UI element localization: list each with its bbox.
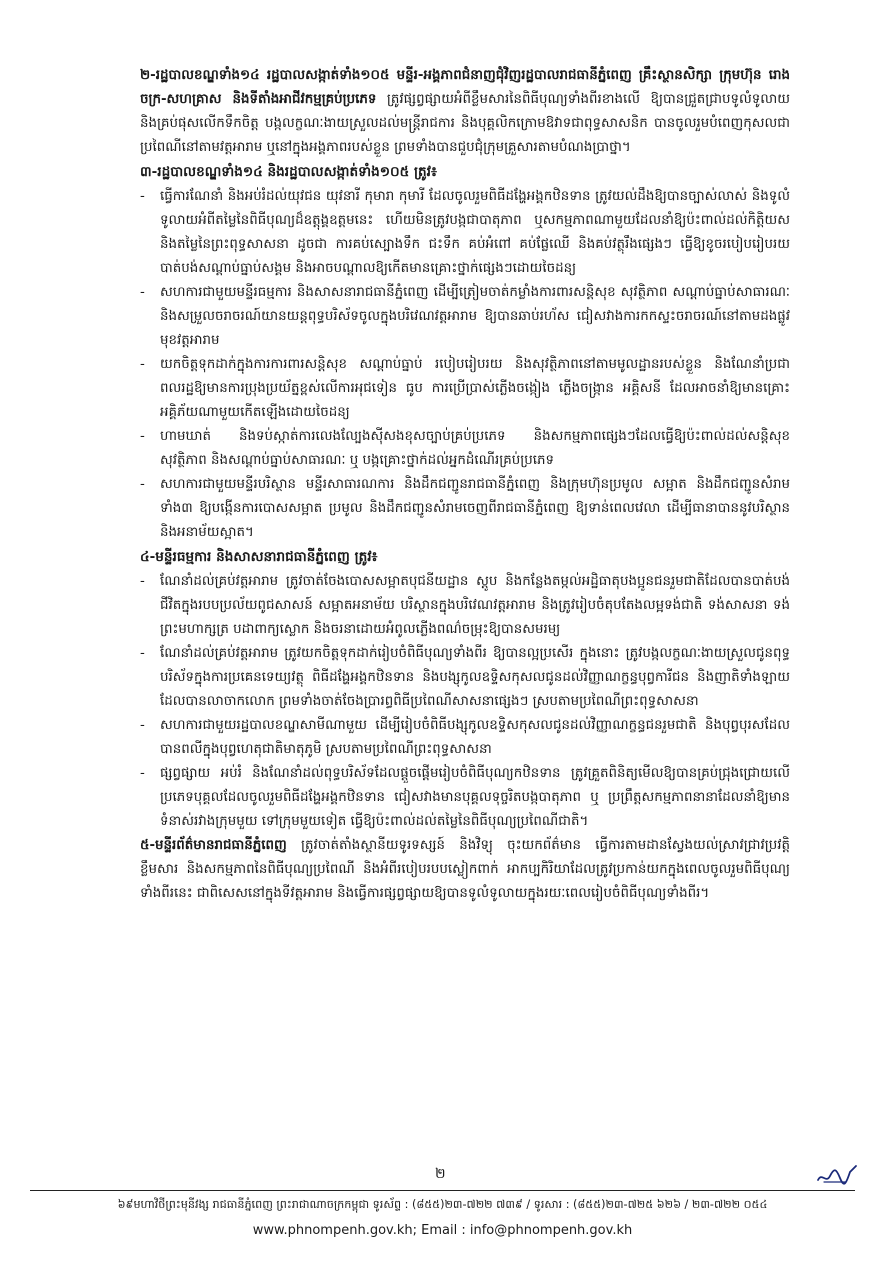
dash-bullet: - bbox=[140, 429, 145, 444]
document-body bbox=[140, 64, 790, 906]
item-text: ផ្សព្វផ្សាយ អប់រំ និងណែនាំដល់ពុទ្ធបរិស័ទដែលផ្តួចផ្តើមរៀបចំពិធីបុណ្យកឋិនទាន ត្រូវគ្រួតពិនិត្យមើលឱ្យបានគ្រប់ជ្រុងជ្រោយលើប្រភេទបុគ្គលដែលចូលរួមពិធីដង្ហែអង្គកឋិនទាន ជៀសវាងមានបុគ្គលទុច្ចរិតបង្កបាតុភាព ឬ ប្រព្រឹត្តសកម្មភាពនានាដែលនាំឱ្យមានទំនាស់រវាងក្រុមមួយ ទៅក្រុមមួយទៀត ធ្វើឱ្យប៉ះពាល់ដល់តម្លៃនៃពិធីបុណ្យប្រពៃណីជាតិ។ bbox=[160, 766, 790, 829]
section-4-item-4 bbox=[140, 762, 790, 834]
section-3-item-1 bbox=[140, 185, 790, 281]
footer-divider bbox=[30, 1190, 855, 1191]
section-4-item-1 bbox=[140, 570, 790, 642]
item-text: ណែនាំដល់គ្រប់វត្តអារាម ត្រូវចាត់ចែងបោសសម្អាតបុជនីយដ្ឋាន ស្តូប និងកន្លែងតម្កល់អដ្ឋិធាតុបងប្អូនជនរួមជាតិដែលបានបាត់បង់ជីវិតក្នុងរបបប្រល័យពូជសាសន៍ សម្អាតអនាម័យ បរិស្ថានក្នុងបរិវេណវត្តអារាម និងត្រូវរៀបចំតុបតែងលម្អទង់ជាតិ ទង់សាសនា ទង់ព្រះមហាក្សត្រ បដាពាក្យស្លោក និងចរនាដោយអំពូលភ្លើងពណ៌ចម្រុះឱ្យបានសមរម្យ bbox=[160, 574, 790, 637]
item-text: យកចិត្តទុកដាក់ក្នុងការការពារសន្តិសុខ សណ្តាប់ធ្នាប់ របៀបរៀបរយ និងសុវត្ថិភាពនៅតាមមូលដ្ឋានរបស់ខ្លួន និងណែនាំប្រជាពលរដ្ឋឱ្យមានការប្រុងប្រយ័ត្នខ្ពស់លើការអុជទៀន ធូប ការប្រើប្រាស់ភ្លើងចង្កៀង ភ្លើងចង្ក្រាន អគ្គិសនី ដែលអាចនាំឱ្យមានគ្រោះអគ្គិភ័យណាមួយកើតឡើងដោយចៃដន្យ bbox=[160, 357, 790, 420]
page-number: ២ bbox=[435, 1166, 446, 1182]
section-2-text: ត្រូវផ្សព្វផ្សាយអំពីខ្លឹមសារនៃពិធីបុណ្យទាំងពីរខាងលើ ឱ្យបានជ្រួតជ្រាបទូលំទូលាយ និងគ្រប់ផុសលើកទឹកចិត្ត បង្កលក្ខណៈងាយស្រួលដល់មន្ត្រីរាជការ និងបុគ្គលិកក្រោមឱវាទជាពុទ្ធសាសនិក បានចូលរួមបំពេញកុសលជាប្រពៃណីនៅតាមវត្តអារាម ឬនៅក្នុងអង្គភាពរបស់ខ្លួន ព្រមទាំងបានជួបជុំក្រុមគ្រួសារតាមបំណងប្រាថ្នា។ bbox=[140, 92, 790, 155]
section-4-heading: ៤-មន្ទីរធម្មការ និងសាសនារាជធានីភ្នំពេញ ត្រូវ៖ bbox=[140, 549, 378, 565]
section-3-item-2 bbox=[140, 281, 790, 353]
section-3-item-4 bbox=[140, 425, 790, 473]
section-2-number: ២- bbox=[140, 68, 156, 83]
section-2-paragraph bbox=[140, 64, 790, 160]
dash-bullet: - bbox=[140, 357, 145, 372]
section-3-item-5 bbox=[140, 473, 790, 545]
section-5-bold-lead: មន្ទីរព័ត៌មានរាជធានីភ្នំពេញ bbox=[155, 838, 287, 853]
dash-bullet: - bbox=[140, 718, 145, 733]
section-5-number: ៥- bbox=[140, 838, 156, 853]
section-4-item-2 bbox=[140, 642, 790, 714]
item-text: ធ្វើការណែនាំ និងអប់រំដល់យុវជន យុវនារី កុមារា កុមារី ដែលចូលរួមពិធីដង្ហែអង្គកឋិនទាន ត្រូវយល់ដឹងឱ្យបានច្បាស់លាស់ និងទូលំទូលាយអំពីតម្លៃនៃពិធីបុណ្យដ៏ឧត្តុង្គឧត្តមនេះ ហើយមិនត្រូវបង្កជាបាតុភាព ឬសកម្មភាពណាមួយដែលនាំឱ្យប៉ះពាល់ដល់កិត្តិយស និងតម្លៃនៃព្រះពុទ្ធសាសនា ដូចជា ការគប់ស្បោងទឹក ជះទឹក គប់អំពៅ គប់ផ្លែឈើ និងគប់វត្ថុរឹងផ្សេងៗ ធ្វើឱ្យខូចរបៀបរៀបរយ បាត់បង់សណ្តាប់ធ្នាប់សង្គម និងអាចបណ្តាលឱ្យកើតមានគ្រោះថ្នាក់ផ្សេងៗដោយចៃដន្យ bbox=[160, 189, 790, 276]
dash-bullet: - bbox=[140, 766, 145, 781]
footer-web-email: www.phnompenh.gov.kh; Email : info@phnompenh.gov.kh bbox=[252, 1223, 633, 1238]
section-4-item-3 bbox=[140, 714, 790, 762]
section-5-paragraph bbox=[140, 834, 790, 906]
item-text: ហាមឃាត់ និងទប់ស្កាត់ការលេងល្បែងស៊ីសងខុសច្បាប់គ្រប់ប្រភេទ និងសកម្មភាពផ្សេងៗដែលធ្វើឱ្យប៉ះពាល់ដល់សន្តិសុខ សុវត្ថិភាព និងសណ្តាប់ធ្នាប់សាធារណៈ ឬ បង្កគ្រោះថ្នាក់ដល់អ្នកដំណើរគ្រប់ប្រភេទ bbox=[160, 429, 790, 468]
dash-bullet: - bbox=[140, 477, 145, 492]
item-text: សហការជាមួយរដ្ឋបាលខណ្ឌសាមីណាមួយ ដើម្បីរៀបចំពិធីបង្សុកូលឧទ្ទិសកុសលជូនដល់វិញ្ញាណក្ខន្ធជនរួមជាតិ និងបុព្វបុរសដែលបានពលីក្នុងបុព្វហេតុជាតិមាតុភូមិ ស្របតាមប្រពៃណីព្រះពុទ្ធសាសនា bbox=[160, 718, 790, 757]
dash-bullet: - bbox=[140, 189, 145, 204]
footer-address: ៦៩មហាវិថីព្រះមុនីវង្ស រាជធានីភ្នំពេញ ព្រះរាជាណាចក្រកម្ពុជា ទូរស័ព្ទ : (៨៥៥)២៣-៧២២ ៧៣៩ / ទូរសារ : (៨៥៥)២៣-៧២៥ ៦២៦ / ២៣-៧២២ ០៥៤ bbox=[117, 1198, 768, 1211]
section-2-bold-lead: រដ្ឋបាលខណ្ឌទាំង១៤ រដ្ឋបាលសង្កាត់ទាំង១០៥ មន្ទីរ-អង្គភាពជំនាញជុំវិញរដ្ឋបាលរាជធានីភ្នំពេញ គ្រឹះស្ថានសិក្សា ក្រុមហ៊ុន រោងចក្រ-សហគ្រាស និងទីតាំងអាជីវកម្មគ្រប់ប្រភេទ bbox=[140, 68, 790, 107]
section-3-heading: ៣-រដ្ឋបាលខណ្ឌទាំង១៤ និងរដ្ឋបាលសង្កាត់ទាំង១០៥ ត្រូវ៖ bbox=[140, 164, 437, 180]
dash-bullet: - bbox=[140, 285, 145, 300]
item-text: សហការជាមួយមន្ទីរបរិស្ថាន មន្ទីរសាធារណការ និងដឹកជញ្ជូនរាជធានីភ្នំពេញ និងក្រុមហ៊ុនប្រមូល សម្អាត និងដឹកជញ្ជូនសំរាមទាំង៣ ឱ្យបង្កើនការបោសសម្អាត ប្រមូល និងដឹកជញ្ជូនសំរាមចេញពីរាជធានីភ្នំពេញ ឱ្យទាន់ពេលវេលា ដើម្បីធានាបាននូវបរិស្ថាន និងអនាម័យស្អាត។ bbox=[160, 477, 790, 540]
item-text: សហការជាមួយមន្ទីរធម្មការ និងសាសនារាជធានីភ្នំពេញ ដើម្បីត្រៀមចាត់កម្លាំងការពារសន្តិសុខ សុវត្ថិភាព សណ្តាប់ធ្នាប់សាធារណៈ និងសម្រួលចរាចរណ៍យានយន្តពុទ្ធបរិស័ទចូលក្នុងបរិវេណវត្តអារាម ឱ្យបានឆាប់រហ័ស ជៀសវាងការកកស្ទះចរាចរណ៍នៅតាមដងផ្លូវមុខវត្តអារាម bbox=[160, 285, 790, 348]
item-text: ណែនាំដល់គ្រប់វត្តអារាម ត្រូវយកចិត្តទុកដាក់រៀបចំពិធីបុណ្យទាំងពីរ ឱ្យបានល្អប្រសើរ ក្នុងនោះ ត្រូវបង្កលក្ខណៈងាយស្រួលជូនពុទ្ធបរិស័ទក្នុងការប្រគេនទេយ្យវត្ថុ ពិធីដង្ហែអង្គកឋិនទាន និងបង្សុកូលឧទ្ទិសកុសលជូនដល់វិញ្ញាណក្ខន្ធបុព្វការីជន និងញាតិទាំងឡាយដែលបានលាចាកលោក ព្រមទាំងចាត់ចែងប្រារព្ធពិធីប្រពៃណីសាសនាផ្សេងៗ ស្របតាមប្រពៃណីព្រះពុទ្ធសាសនា bbox=[160, 646, 790, 709]
dash-bullet: - bbox=[140, 574, 145, 589]
initials-signature bbox=[816, 1162, 860, 1188]
section-3-item-3 bbox=[140, 353, 790, 425]
section-5-text: ត្រូវចាត់តាំងស្ថានីយទូរទស្សន៍ និងវិទ្យុ ចុះយកព័ត៌មាន ធ្វើការតាមដានស្វែងយល់ស្រាវជ្រាវប្រវត្តិ ខ្លឹមសារ និងសកម្មភាពនៃពិធីបុណ្យប្រពៃណី និងអំពីរបៀបរបបស្លៀកពាក់ អាកប្បកិរិយាដែលត្រូវប្រកាន់យកក្នុងពេលចូលរួមពិធីបុណ្យទាំងពីរនេះ ជាពិសេសនៅក្នុងទីវត្តអារាម និងធ្វើការផ្សព្វផ្សាយឱ្យបានទូលំទូលាយក្នុងរយៈពេលរៀបចំពិធីបុណ្យទាំងពីរ។ bbox=[140, 838, 790, 901]
dash-bullet: - bbox=[140, 646, 145, 661]
